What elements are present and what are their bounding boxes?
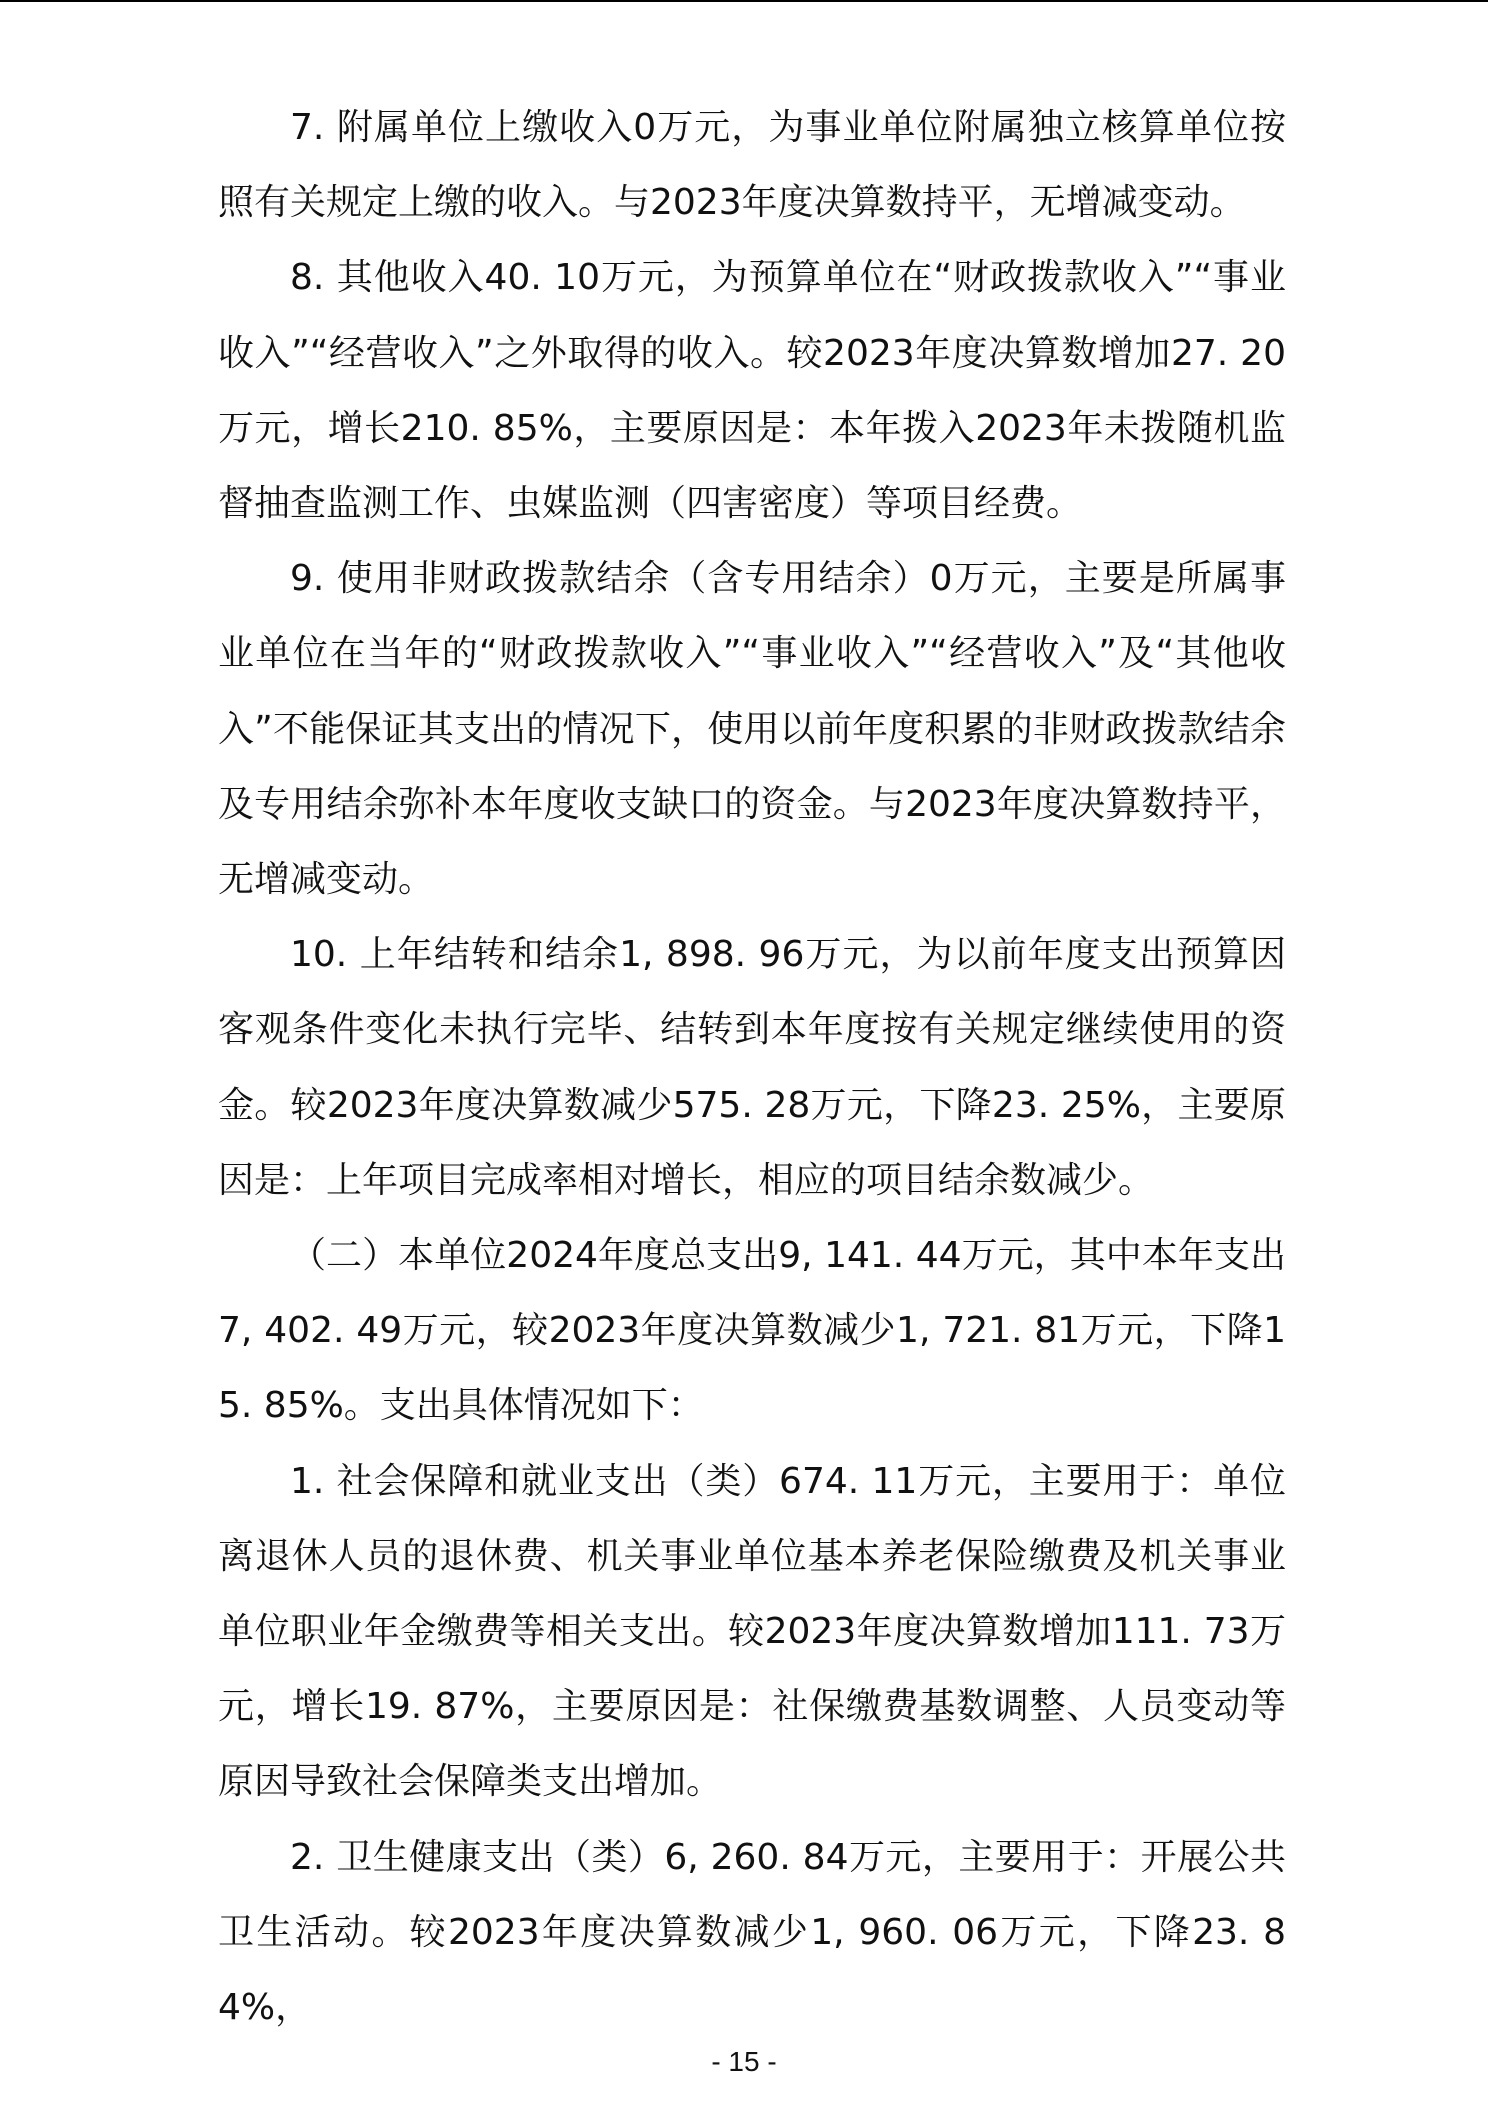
page-number: - 15 - <box>711 2046 777 2077</box>
paragraph-health-expenditure: 2. 卫生健康支出（类）6, 260. 84万元，主要用于：开展公共卫生活动。较2023年度决算数减少1, 960. 06万元，下降23. 84%， <box>218 1836 1286 2029</box>
paragraph-social-security-expenditure: 1. 社会保障和就业支出（类）674. 11万元，主要用于：单位离退休人员的退休费、机关事业单位基本养老保险缴费及机关事业单位职业年金缴费等相关支出。较2023年度决算数增加111. 73万元，增长19. 87%，主要原因是：社保缴费基数调整、人员变动等原因导致社会保障类支出增加。 <box>218 1460 1286 1803</box>
paragraph-prior-year-carryover: 10. 上年结转和结余1, 898. 96万元，为以前年度支出预算因客观条件变化未执行完毕、结转到本年度按有关规定继续使用的资金。较2023年度决算数减少575. 28万元，下降23. 25%，主要原因是：上年项目完成率相对增长，相应的项目结余数减少。 <box>218 934 1286 1201</box>
paragraph-non-fiscal-surplus: 9. 使用非财政拨款结余（含专用结余）0万元，主要是所属事业单位在当年的“财政拨款收入”“事业收入”“经营收入”及“其他收入”不能保证其支出的情况下，使用以前年度积累的非财政拨款结余及专用结余弥补本年度收支缺口的资金。与2023年度决算数持平，无增减变动。 <box>218 558 1286 901</box>
paragraph-total-expenditure: （二）本单位2024年度总支出9, 141. 44万元，其中本年支出7, 402. 49万元，较2023年度决算数减少1, 721. 81万元，下降15. 85%。支出具体情况如下： <box>218 1235 1286 1427</box>
body-text <box>218 90 1286 2045</box>
paragraph-other-income: 8. 其他收入40. 10万元，为预算单位在“财政拨款收入”“事业收入”“经营收入”之外取得的收入。较2023年度决算数增加27. 20万元，增长210. 85%，主要原因是：本年拨入2023年未拨随机监督抽查监测工作、虫媒监测（四害密度）等项目经费。 <box>218 257 1286 525</box>
paragraph-affiliated-unit-income: 7. 附属单位上缴收入0万元，为事业单位附属独立核算单位按照有关规定上缴的收入。与2023年度决算数持平，无增减变动。 <box>218 107 1286 224</box>
